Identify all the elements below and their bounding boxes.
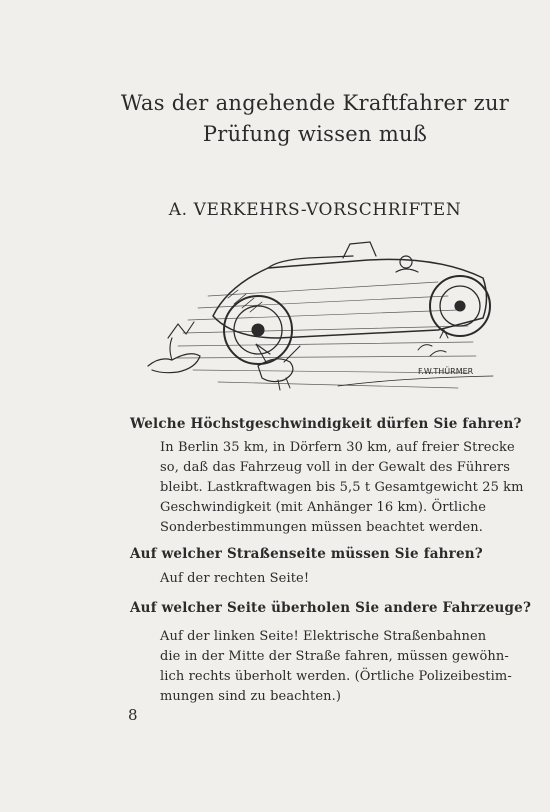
question-1: Welche Höchstgeschwindigkeit dürfen Sie fahren? [130,416,522,432]
answer-line: Auf der rechten Seite! [160,571,310,586]
answer-1 [160,438,524,538]
page-title [100,88,530,150]
question-3: Auf welcher Seite überholen Sie andere Fahrzeuge? [130,600,532,616]
title-line: Was der angehende Kraftfahrer zur [120,91,510,115]
answer-line: die in der Mitte der Straße fahren, müssen gewöhn- [160,649,509,664]
car-illustration [138,238,500,398]
title-line: Prüfung wissen muß [202,122,428,146]
question-2: Auf welcher Straßenseite müssen Sie fahren? [130,546,483,562]
answer-line: bleibt. Lastkraftwagen bis 5,5 t Gesamtgewicht 25 km [160,480,524,495]
answer-line: In Berlin 35 km, in Dörfern 30 km, auf freier Strecke [160,440,515,455]
section-heading: A. VERKEHRS-VORSCHRIFTEN [168,200,462,220]
answer-line: lich rechts überholt werden. (Örtliche Polizeibestim- [160,669,512,684]
answer-line: mungen sind zu beachten.) [160,689,342,704]
answer-2 [160,569,512,589]
answer-line: so, daß das Fahrzeug voll in der Gewalt des Führers [160,460,510,475]
answer-3 [160,627,512,707]
answer-line: Geschwindigkeit (mit Anhänger 16 km). Örtliche [160,500,487,515]
illustrator-signature: F.W.THÜRMER [418,367,474,376]
answer-line: Sonderbestimmungen müssen beachtet werden. [160,520,484,535]
page-number: 8 [128,706,138,724]
answer-line: Auf der linken Seite! Elektrische Straßenbahnen [160,629,487,644]
